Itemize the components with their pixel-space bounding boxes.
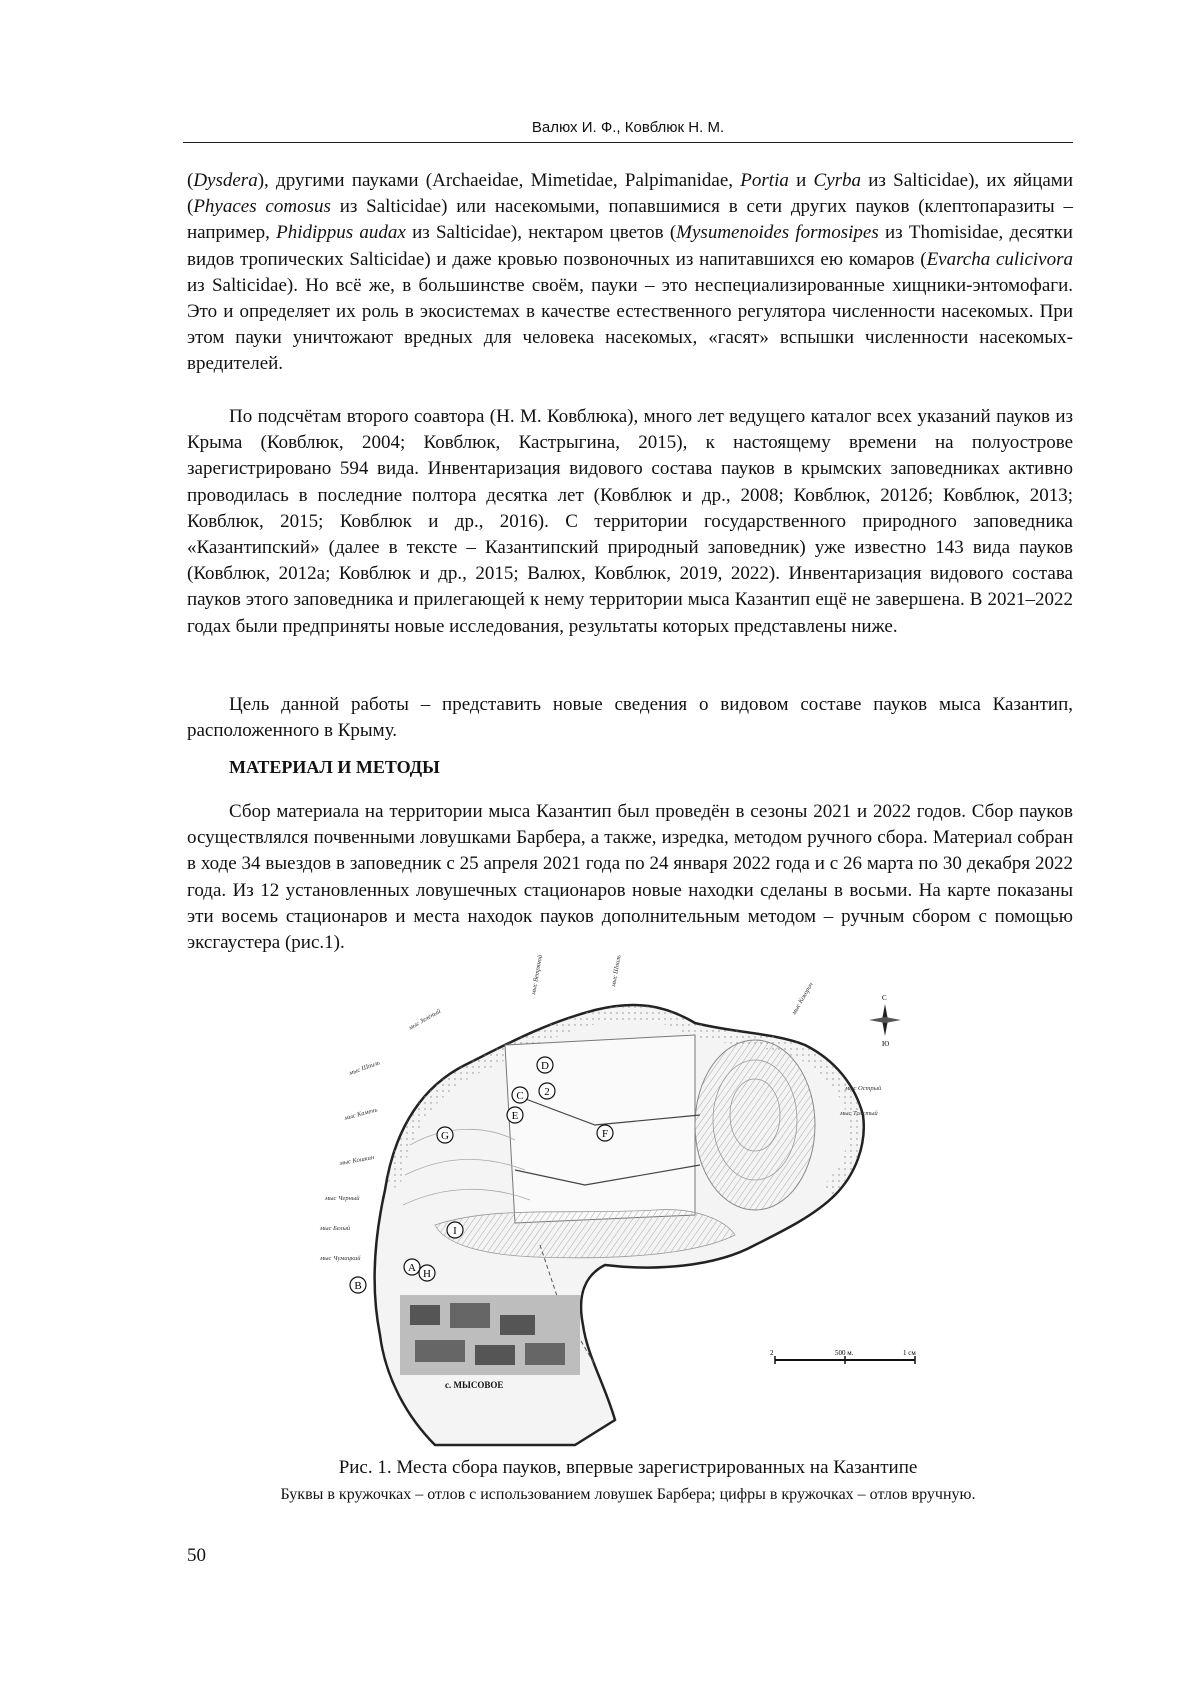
taxon-name: Cyrba (813, 170, 862, 191)
taxon-name: Dysdera (193, 170, 258, 191)
text-run: из Salticidae). Но всё же, в большинстве своём, пауки – это неспециализированные хищники-энтомофаги. Это и определяет их роль в экосистемах в качестве естественного регулятора численности насекомых. При этом пауки уничтожают вредных для человека насекомых, «гасят» вспышки численности насекомых-вредителей. (187, 274, 1073, 375)
trap-marker-f (597, 1125, 613, 1141)
coast-label: мыс Толстый (840, 1110, 878, 1117)
coast-label: мыс Кошкин (339, 1154, 375, 1167)
coast-label: мыс Чумацкий (320, 1255, 361, 1262)
text-run: ), другими пауками (Archaeidae, Mimetidae, Palpimanidae, (257, 170, 741, 191)
trap-marker-label: I (453, 1225, 457, 1237)
trap-marker-label: B (354, 1280, 362, 1292)
text-run: По подсчётам второго соавтора (Н. М. Ковблюка), много лет ведущего каталог всех указаний пауков из Крыма (Ковблюк, 2004; Ковблюк, Кастрыгина, 2015), к настоящему времени на полуострове зарегистрировано 594 вида. Инвентаризация видового состава пауков в крымских заповедниках активно проводилась в последние полтора десятка лет (Ковблюк и др., 2008; Ковблюк, 2012б; Ковблюк, 2013; Ковблюк, 2015; Ковблюк и др., 2016). С территории государственного природного заповедника «Казантипский» (далее в тексте – Казантипский природный заповедник) уже известно 143 вида пауков (Ковблюк, 2012а; Ковблюк и др., 2015; Валюх, Ковблюк, 2019, 2022). Инвентаризация видового состава пауков этого заповедника и прилегающей к нему территории мыса Казантип ещё не завершена. В 2021–2022 годах были предприняты новые исследования, результаты которых представлены ниже. (187, 406, 1073, 637)
text-run: из Salticidae), нектаром цветов ( (405, 222, 677, 244)
trap-marker-c (512, 1087, 528, 1103)
scale-label-right: 1 см (903, 1349, 916, 1357)
taxon-name: Mysumenoides formosipes (676, 222, 879, 244)
taxon-name: Portia (740, 170, 789, 191)
paragraph-methods (187, 799, 1073, 956)
trap-marker-label: E (511, 1110, 519, 1122)
trap-marker-a (404, 1259, 420, 1275)
trap-marker-label: H (423, 1268, 431, 1280)
trap-marker-h (419, 1265, 435, 1281)
trap-marker-label: A (408, 1262, 416, 1274)
coast-label: мыс Белый (320, 1225, 351, 1232)
trap-marker-label: F (601, 1128, 609, 1140)
text-run: ( (187, 170, 194, 191)
text-run: из Salticidae) или насекомыми, попавшимися в сети других пауков (клептопаразиты – например, (187, 196, 1074, 244)
trap-marker-d (537, 1057, 553, 1073)
text-run: и (788, 170, 814, 191)
trap-marker-i (447, 1222, 463, 1238)
coast-label: мыс Ветряной (530, 954, 544, 996)
trap-marker-label: G (441, 1130, 449, 1142)
scale-bar (770, 1349, 916, 1364)
compass-south: Ю (882, 1040, 890, 1048)
page-number: 50 (187, 1545, 206, 1566)
figure-caption-title: Рис. 1. Места сбора пауков, впервые зарегистрированных на Казантипе (338, 1457, 918, 1478)
trap-marker-label: C (516, 1090, 524, 1102)
coast-label: мыс Кокорич (790, 981, 815, 1016)
section-heading-methods: МАТЕРИАЛ И МЕТОДЫ (229, 757, 440, 777)
coast-label: мыс Острый (845, 1085, 882, 1092)
text-run: Цель данной работы – представить новые сведения о видовом составе пауков мыса Казантип, расположенного в Крыму. (187, 694, 1073, 742)
running-header: Валюх И. Ф., Ковблюк Н. М. (183, 118, 1073, 143)
figure-caption-note: Буквы в кружочках – отлов с использованием ловушек Барбера; цифры в кружочках – отлов вручную. (280, 1486, 976, 1503)
paragraph-intro-continued (187, 168, 1073, 378)
village-label: с. МЫСОВОЕ (445, 1380, 504, 1390)
compass-rose-icon (869, 994, 901, 1048)
paragraph-aim (187, 692, 1073, 744)
text-run: Сбор материала на территории мыса Казантип был проведён в сезоны 2021 и 2022 годов. Сбор пауков осуществлялся почвенными ловушками Барбера, а также, изредка, методом ручного сбора. Материал собран в ходе 34 выездов в заповедник с 25 апреля 2021 года по 24 января 2022 года и с 26 марта по 30 декабря 2022 года. Из 12 установленных ловушечных стационаров новые находки сделаны в восьми. На карте показаны эти восемь стационаров и места находок пауков дополнительным методом – ручным сбором с помощью эксгаустера (рис.1). (187, 801, 1073, 954)
coast-label: мыс Черный (325, 1195, 360, 1202)
paragraph-species-count (187, 404, 1073, 640)
figure-map (315, 954, 995, 1445)
trap-marker-b (350, 1277, 366, 1293)
taxon-name: Phidippus audax (276, 222, 406, 244)
trap-marker-label: D (541, 1060, 549, 1072)
compass-north: С (882, 994, 887, 1002)
trap-marker-e (507, 1107, 523, 1123)
taxon-name: Evarcha culicivora (926, 248, 1073, 270)
trap-marker-g (437, 1127, 453, 1143)
coast-label: мыс Шпиль (610, 954, 623, 988)
scale-label-left: 2 (770, 1349, 774, 1357)
coast-label: мыс Зеленый (407, 1007, 442, 1032)
text-run: из Thomisidae, десятки видов тропических Salticidae) и даже кровью позвоночных из напитавшихся ею комаров ( (187, 222, 1073, 270)
text-run: из Salticidae), их яйцами ( (187, 170, 1073, 218)
coast-label: мыс Камень (343, 1106, 379, 1122)
coast-label: мыс Шпиль (348, 1059, 381, 1077)
hand-collection-marker-2 (539, 1083, 555, 1099)
hand-marker-label: 2 (544, 1086, 550, 1098)
taxon-name: Phyaces comosus (193, 196, 331, 218)
scale-label-mid: 500 м. (835, 1349, 854, 1357)
